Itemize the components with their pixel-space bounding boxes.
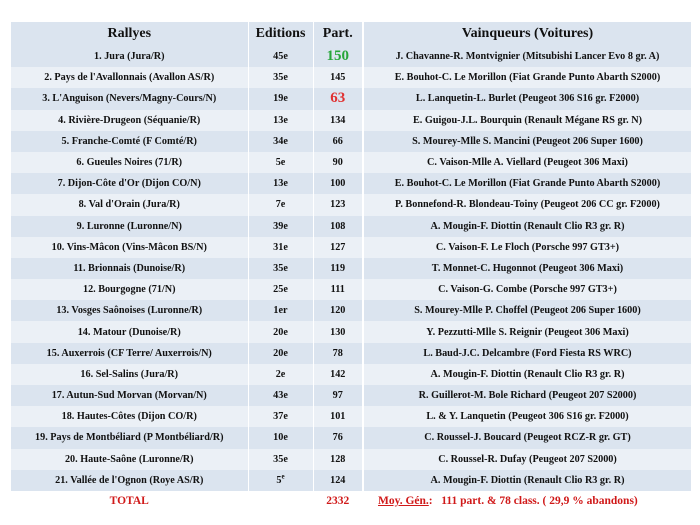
edition-value: 31e <box>273 241 288 253</box>
table-row <box>11 194 691 215</box>
participants-cell: 108 <box>313 216 363 237</box>
edition-value: 10e <box>273 432 288 444</box>
participants-cell: 150 <box>313 46 363 67</box>
total-label: TOTAL <box>11 491 248 511</box>
edition-value: 7e <box>275 199 286 211</box>
winners-cell: E. Guigou-J.L. Bourquin (Renault Mégane RS gr. N) <box>363 110 691 131</box>
participants-cell: 124 <box>313 470 363 491</box>
winners-cell: A. Mougin-F. Diottin (Renault Clio R3 gr. R) <box>363 216 691 237</box>
table-row <box>11 300 691 321</box>
winners-cell: C. Vaison-G. Combe (Porsche 997 GT3+) <box>363 279 691 300</box>
table-row <box>11 173 691 194</box>
rallye-name-cell: 6. Gueules Noires (71/R) <box>11 152 248 173</box>
edition-value: 20e <box>273 326 288 338</box>
rallye-name-cell: 1. Jura (Jura/R) <box>11 46 248 67</box>
header-rallyes: Rallyes <box>11 22 248 46</box>
header-vainqueurs: Vainqueurs (Voitures) <box>363 22 691 46</box>
edition-cell <box>248 364 313 385</box>
participants-cell: 127 <box>313 237 363 258</box>
table-row <box>11 385 691 406</box>
participants-cell: 101 <box>313 406 363 427</box>
edition-value: 2e <box>275 368 286 380</box>
edition-cell <box>248 131 313 152</box>
average-label: Moy. Gén. <box>378 494 429 507</box>
edition-cell <box>248 110 313 131</box>
winners-cell: T. Monnet-C. Hugonnot (Peugeot 306 Maxi) <box>363 258 691 279</box>
edition-value: 25e <box>273 284 288 296</box>
winners-cell: P. Bonnefond-R. Blondeau-Toiny (Peugeot 206 CC gr. F2000) <box>363 194 691 215</box>
edition-value: 35e <box>273 72 288 84</box>
rallye-name-cell: 3. L'Anguison (Nevers/Magny-Cours/N) <box>11 88 248 109</box>
table-row <box>11 258 691 279</box>
table-row <box>11 406 691 427</box>
winners-cell: A. Mougin-F. Diottin (Renault Clio R3 gr. R) <box>363 470 691 491</box>
table-row <box>11 321 691 342</box>
table-row <box>11 46 691 67</box>
edition-superscript: e <box>281 472 285 481</box>
participants-cell: 66 <box>313 131 363 152</box>
edition-cell <box>248 237 313 258</box>
rallye-name-cell: 2. Pays de l'Avallonnais (Avallon AS/R) <box>11 67 248 88</box>
rallye-results-sheet <box>11 22 691 511</box>
edition-cell <box>248 216 313 237</box>
winners-cell: C. Roussel-J. Boucard (Peugeot RCZ-R gr. GT) <box>363 427 691 448</box>
table-row <box>11 88 691 109</box>
table-row <box>11 364 691 385</box>
participants-cell: 100 <box>313 173 363 194</box>
rallye-name-cell: 20. Haute-Saône (Luronne/R) <box>11 449 248 470</box>
edition-cell <box>248 406 313 427</box>
total-editions-empty <box>248 491 313 511</box>
participants-cell: 145 <box>313 67 363 88</box>
winners-cell: S. Mourey-Mlle S. Mancini (Peugeot 206 Super 1600) <box>363 131 691 152</box>
edition-value: 20e <box>273 347 288 359</box>
total-row <box>11 491 691 511</box>
rallye-name-cell: 21. Vallée de l'Ognon (Roye AS/R) <box>11 470 248 491</box>
participants-cell: 134 <box>313 110 363 131</box>
winners-cell: L. Baud-J.C. Delcambre (Ford Fiesta RS WRC) <box>363 343 691 364</box>
participants-cell: 142 <box>313 364 363 385</box>
winners-cell: L. & Y. Lanquetin (Peugeot 306 S16 gr. F2000) <box>363 406 691 427</box>
rallye-name-cell: 8. Val d'Orain (Jura/R) <box>11 194 248 215</box>
edition-cell <box>248 470 313 491</box>
edition-cell <box>248 152 313 173</box>
rallye-name-cell: 5. Franche-Comté (F Comté/R) <box>11 131 248 152</box>
edition-cell <box>248 67 313 88</box>
winners-cell: J. Chavanne-R. Montvignier (Mitsubishi Lancer Evo 8 gr. A) <box>363 46 691 67</box>
edition-cell <box>248 258 313 279</box>
winners-cell: L. Lanquetin-L. Burlet (Peugeot 306 S16 gr. F2000) <box>363 88 691 109</box>
participants-cell: 76 <box>313 427 363 448</box>
table-row <box>11 343 691 364</box>
participants-cell: 119 <box>313 258 363 279</box>
rallye-name-cell: 12. Bourgogne (71/N) <box>11 279 248 300</box>
edition-cell <box>248 449 313 470</box>
table-row <box>11 237 691 258</box>
edition-value: 13e <box>273 178 288 190</box>
header-row <box>11 22 691 46</box>
edition-value: 1er <box>273 305 288 317</box>
table-row <box>11 216 691 237</box>
edition-cell <box>248 385 313 406</box>
rallye-name-cell: 15. Auxerrois (CF Terre/ Auxerrois/N) <box>11 343 248 364</box>
edition-value: 34e <box>273 135 288 147</box>
edition-cell <box>248 343 313 364</box>
average-text: 111 part. & 78 class. ( 29,9 % abandons) <box>441 494 638 507</box>
table-row <box>11 131 691 152</box>
rallye-name-cell: 17. Autun-Sud Morvan (Morvan/N) <box>11 385 248 406</box>
table-row <box>11 110 691 131</box>
edition-value: 43e <box>273 390 288 402</box>
winners-cell: E. Bouhot-C. Le Morillon (Fiat Grande Punto Abarth S2000) <box>363 67 691 88</box>
edition-cell <box>248 194 313 215</box>
edition-cell <box>248 46 313 67</box>
average-separator: : <box>428 494 433 507</box>
edition-value: 13e <box>273 114 288 126</box>
participants-cell: 78 <box>313 343 363 364</box>
edition-value: 19e <box>273 93 288 105</box>
edition-value: 37e <box>273 411 288 423</box>
table-row <box>11 152 691 173</box>
rallye-results-table <box>11 22 691 511</box>
edition-value: 39e <box>273 220 288 232</box>
rallye-name-cell: 4. Rivière-Drugeon (Séquanie/R) <box>11 110 248 131</box>
rallye-name-cell: 19. Pays de Montbéliard (P Montbéliard/R) <box>11 427 248 448</box>
header-participants: Part. <box>313 22 363 46</box>
participants-cell: 128 <box>313 449 363 470</box>
edition-value: 45e <box>273 51 288 63</box>
table-row <box>11 279 691 300</box>
rallye-name-cell: 11. Brionnais (Dunoise/R) <box>11 258 248 279</box>
participants-cell: 97 <box>313 385 363 406</box>
rallye-name-cell: 7. Dijon-Côte d'Or (Dijon CO/N) <box>11 173 248 194</box>
table-row <box>11 449 691 470</box>
rallye-name-cell: 14. Matour (Dunoise/R) <box>11 321 248 342</box>
edition-cell <box>248 173 313 194</box>
edition-value: 5 <box>276 474 282 486</box>
winners-cell: E. Bouhot-C. Le Morillon (Fiat Grande Punto Abarth S2000) <box>363 173 691 194</box>
edition-cell <box>248 427 313 448</box>
rallye-name-cell: 9. Luronne (Luronne/N) <box>11 216 248 237</box>
winners-cell: Y. Pezzutti-Mlle S. Reignir (Peugeot 306 Maxi) <box>363 321 691 342</box>
winners-cell: C. Roussel-R. Dufay (Peugeot 207 S2000) <box>363 449 691 470</box>
edition-value: 35e <box>273 262 288 274</box>
participants-cell: 63 <box>313 88 363 109</box>
total-participants: 2332 <box>313 491 363 511</box>
header-editions: Editions <box>248 22 313 46</box>
participants-cell: 120 <box>313 300 363 321</box>
edition-value: 35e <box>273 453 288 465</box>
rallye-name-cell: 10. Vins-Mâcon (Vins-Mâcon BS/N) <box>11 237 248 258</box>
participants-cell: 130 <box>313 321 363 342</box>
table-row <box>11 67 691 88</box>
rallye-name-cell: 16. Sel-Salins (Jura/R) <box>11 364 248 385</box>
participants-cell: 90 <box>313 152 363 173</box>
winners-cell: C. Vaison-F. Le Floch (Porsche 997 GT3+) <box>363 237 691 258</box>
winners-cell: R. Guillerot-M. Bole Richard (Peugeot 207 S2000) <box>363 385 691 406</box>
edition-cell <box>248 300 313 321</box>
edition-cell <box>248 88 313 109</box>
winners-cell: S. Mourey-Mlle P. Choffel (Peugeot 206 Super 1600) <box>363 300 691 321</box>
table-row <box>11 470 691 491</box>
participants-cell: 111 <box>313 279 363 300</box>
edition-value: 5e <box>275 157 286 169</box>
edition-cell <box>248 279 313 300</box>
participants-cell: 123 <box>313 194 363 215</box>
rallye-name-cell: 18. Hautes-Côtes (Dijon CO/R) <box>11 406 248 427</box>
winners-cell: C. Vaison-Mlle A. Viellard (Peugeot 306 Maxi) <box>363 152 691 173</box>
winners-cell: A. Mougin-F. Diottin (Renault Clio R3 gr. R) <box>363 364 691 385</box>
rallye-name-cell: 13. Vosges Saônoises (Luronne/R) <box>11 300 248 321</box>
table-row <box>11 427 691 448</box>
average-summary <box>363 491 691 511</box>
edition-cell <box>248 321 313 342</box>
